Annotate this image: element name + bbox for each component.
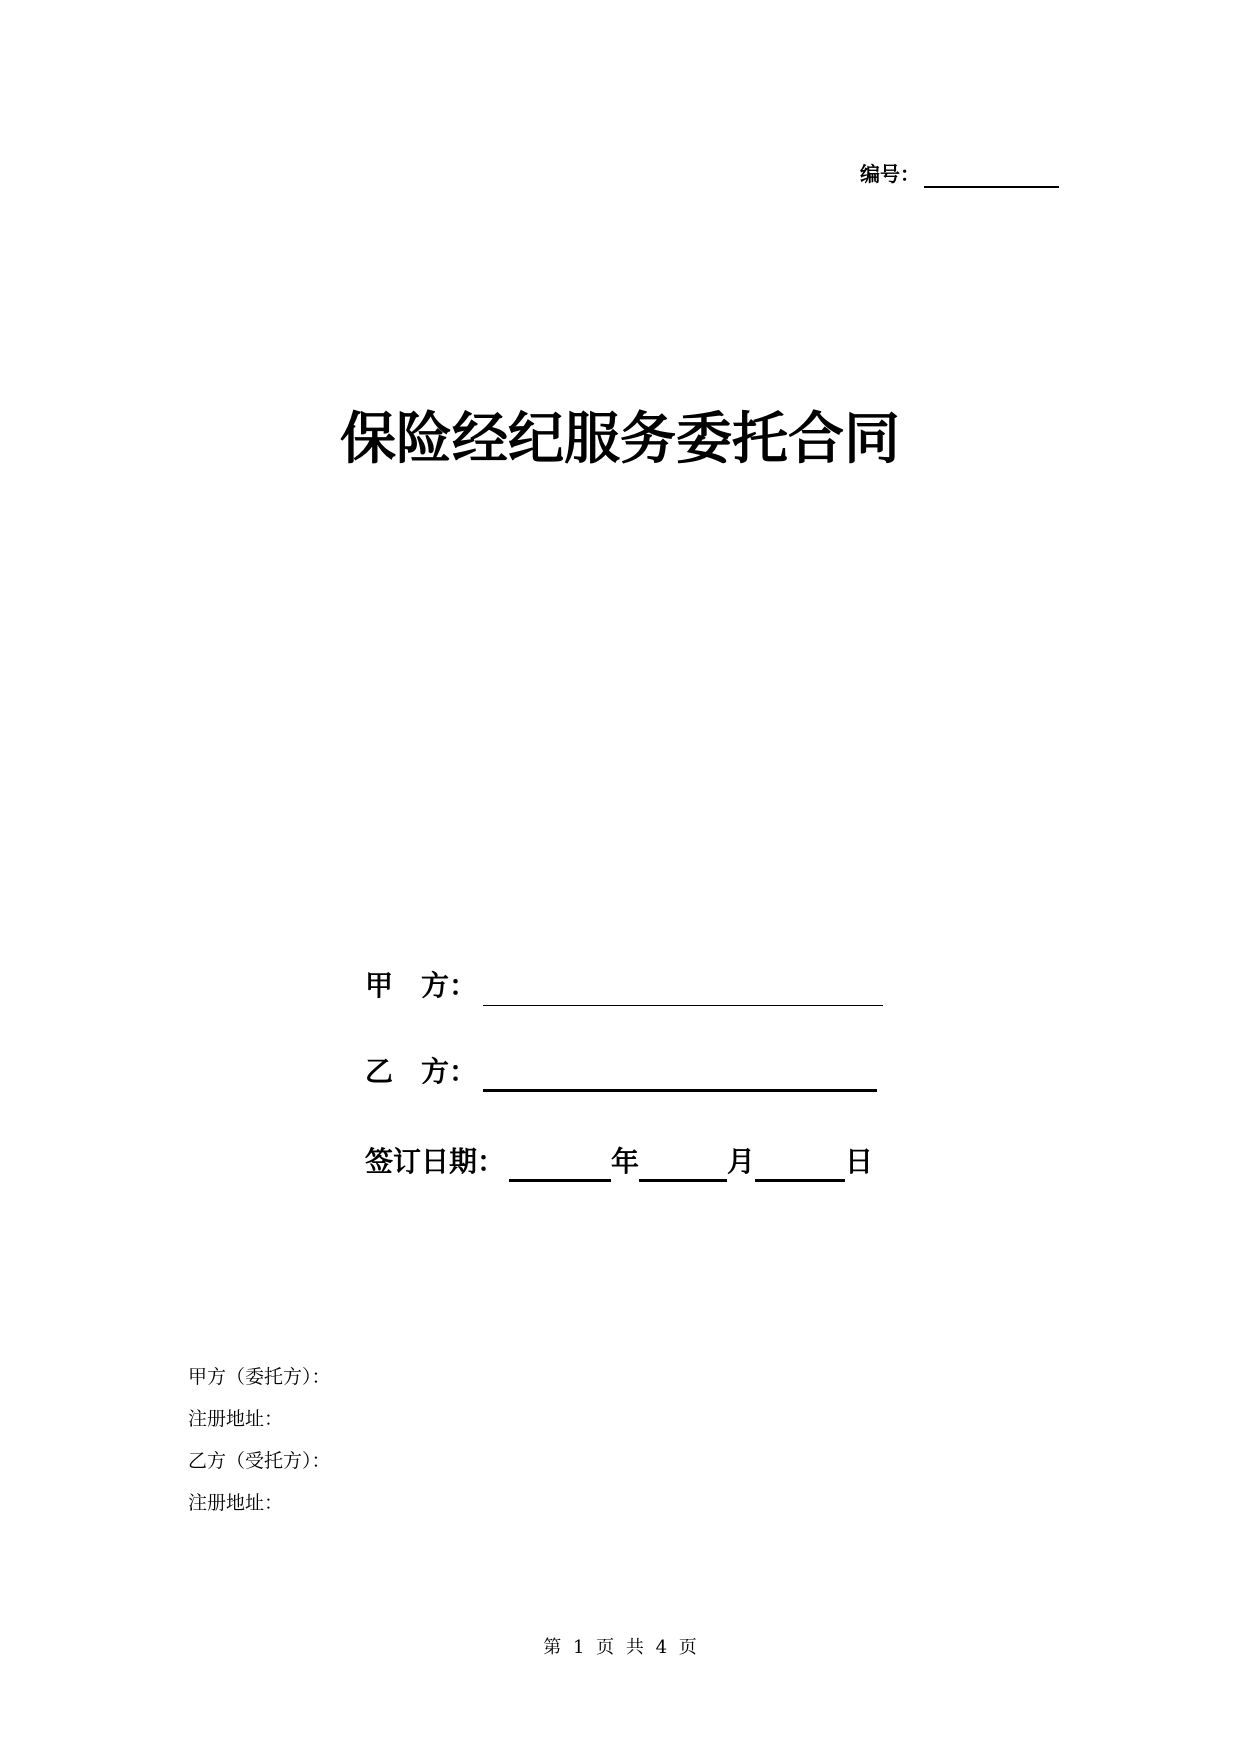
sign-date-label: 签订日期： (365, 1145, 506, 1178)
party-b-address: 注册地址： (188, 1492, 284, 1514)
day-blank[interactable] (755, 1149, 845, 1182)
day-label: 日 (845, 1145, 874, 1178)
party-a-blank[interactable] (483, 975, 883, 1006)
party-a-label-char1: 甲 (365, 969, 394, 1002)
serial-number-blank[interactable] (924, 164, 1059, 188)
month-blank[interactable] (639, 1149, 727, 1182)
month-label: 月 (727, 1145, 756, 1178)
party-b-line (365, 1052, 877, 1092)
document-title: 保险经纪服务委托合同 (340, 407, 900, 472)
serial-number (860, 160, 1059, 188)
page-footer: 第 1 页 共 4 页 (543, 1637, 697, 1658)
party-a-line (365, 966, 883, 1006)
party-a-label-char2: 方： (421, 969, 478, 1002)
party-b-label-char1: 乙 (365, 1055, 394, 1088)
year-blank[interactable] (509, 1149, 611, 1182)
party-a-info: 甲方（委托方）： (188, 1366, 331, 1388)
party-b-info: 乙方（受托方）： (188, 1450, 331, 1472)
party-b-blank[interactable] (483, 1059, 877, 1092)
party-b-label-char2: 方： (421, 1055, 478, 1088)
party-info-block (188, 1356, 331, 1524)
sign-date-line (365, 1142, 873, 1182)
party-a-address: 注册地址： (188, 1408, 284, 1430)
serial-number-label: 编号： (860, 162, 920, 186)
year-label: 年 (611, 1145, 640, 1178)
